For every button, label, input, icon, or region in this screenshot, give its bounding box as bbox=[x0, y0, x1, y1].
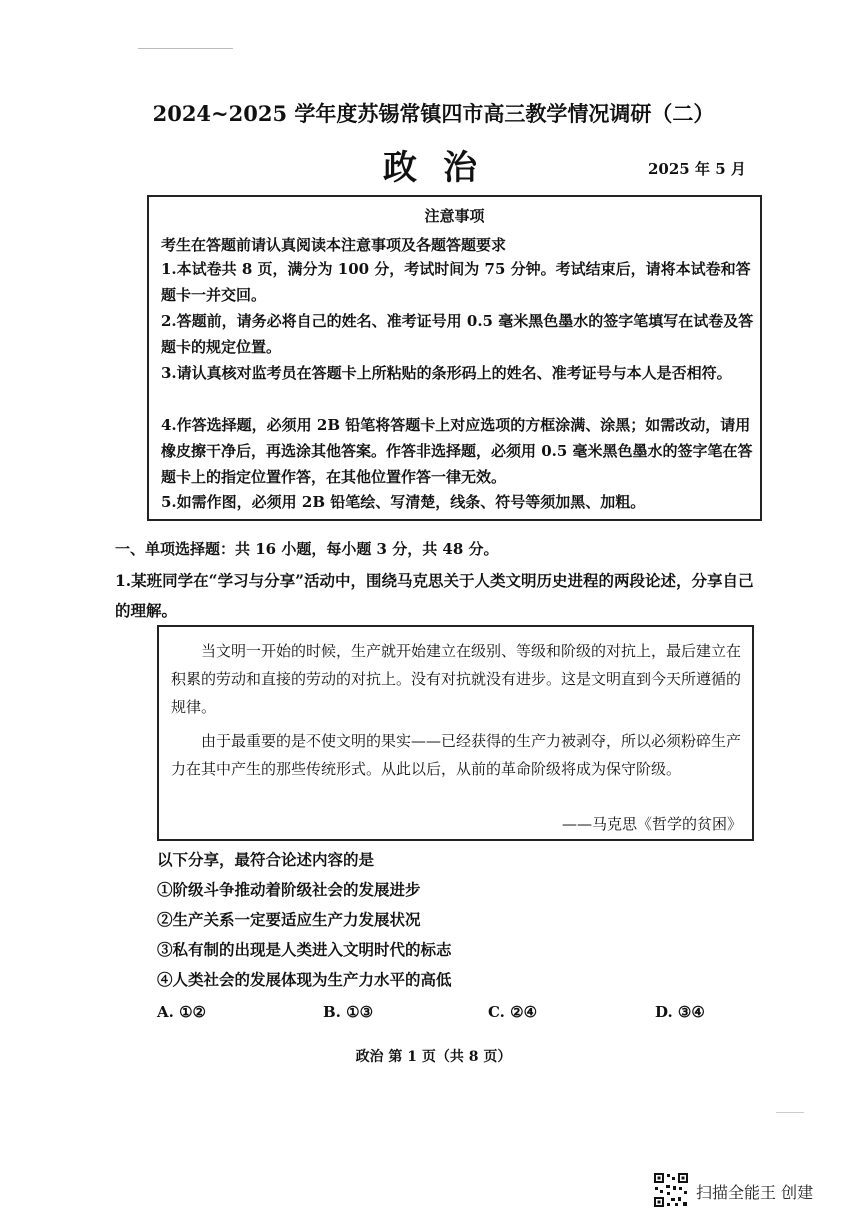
choice-d: D. ③④ bbox=[655, 1003, 705, 1021]
scanner-watermark: 扫描全能王 创建 bbox=[696, 1183, 814, 1202]
quote-box bbox=[157, 625, 754, 841]
qr-code-icon bbox=[653, 1172, 689, 1208]
scan-mark bbox=[776, 1112, 804, 1113]
statement-item: ③私有制的出现是人类进入文明时代的标志 bbox=[157, 940, 452, 959]
notice-item: 5.如需作图，必须用 2B 铅笔绘、写清楚，线条、符号等须加黑、加粗。 bbox=[161, 493, 646, 511]
quote-source: ——马克思《哲学的贫困》 bbox=[561, 815, 742, 833]
quote-paragraph: 当文明一开始的时候，生产就开始建立在级别、等级和阶级的对抗上，最后建立在积累的劳动和直接的劳动的对抗上。没有对抗就没有进步。这是文明直到今天所遵循的规律。 bbox=[171, 642, 742, 716]
question-prompt: 以下分享，最符合论述内容的是 bbox=[157, 850, 375, 869]
notice-title: 注意事项 bbox=[424, 207, 485, 225]
statement-item: ①阶级斗争推动着阶级社会的发展进步 bbox=[157, 880, 421, 899]
statement-item: ②生产关系一定要适应生产力发展状况 bbox=[157, 910, 421, 929]
notice-box bbox=[147, 195, 762, 521]
quote-paragraph: 由于最重要的是不使文明的果实——已经获得的生产力被剥夺，所以必须粉碎生产力在其中产生的那些传统形式。从此以后，从前的革命阶级将成为保守阶级。 bbox=[171, 732, 742, 778]
statement-item: ④人类社会的发展体现为生产力水平的高低 bbox=[157, 970, 452, 989]
notice-item: 1.本试卷共 8 页，满分为 100 分，考试时间为 75 分钟。考试结束后，请将本试卷和答题卡一并交回。 bbox=[161, 260, 751, 304]
notice-item: 3.请认真核对监考员在答题卡上所粘贴的条形码上的姓名、准考证号与本人是否相符。 bbox=[161, 364, 732, 382]
section-heading: 一、单项选择题：共 16 小题，每小题 3 分，共 48 分。 bbox=[115, 540, 499, 558]
choice-a: A. ①② bbox=[157, 1003, 206, 1021]
choice-c: C. ②④ bbox=[488, 1003, 538, 1021]
notice-item: 2.答题前，请务必将自己的姓名、准考证号用 0.5 毫米黑色墨水的签字笔填写在试卷及答题卡的规定位置。 bbox=[161, 312, 754, 356]
exam-date: 2025 年 5 月 bbox=[648, 160, 746, 178]
exam-title: 2024~2025 学年度苏锡常镇四市高三教学情况调研（二） bbox=[152, 101, 715, 126]
notice-intro: 考生在答题前请认真阅读本注意事项及各题答题要求 bbox=[161, 236, 507, 254]
question-stem: 1.某班同学在“学习与分享”活动中，围绕马克思关于人类文明历史进程的两段论述，分享自己的理解。 bbox=[115, 571, 754, 620]
subject-title: 政治 bbox=[383, 148, 503, 188]
choice-b: B. ①③ bbox=[323, 1003, 374, 1021]
page-footer: 政治 第 1 页（共 8 页） bbox=[355, 1049, 512, 1065]
notice-item: 4.作答选择题，必须用 2B 铅笔将答题卡上对应选项的方框涂满、涂黑；如需改动，请用橡皮擦干净后，再选涂其他答案。作答非选择题，必须用 0.5 毫米黑色墨水的签字笔在答题卡上的指定位置作答，在其他位置作答一律无效。 bbox=[161, 416, 753, 486]
header-scan-line bbox=[138, 48, 233, 49]
